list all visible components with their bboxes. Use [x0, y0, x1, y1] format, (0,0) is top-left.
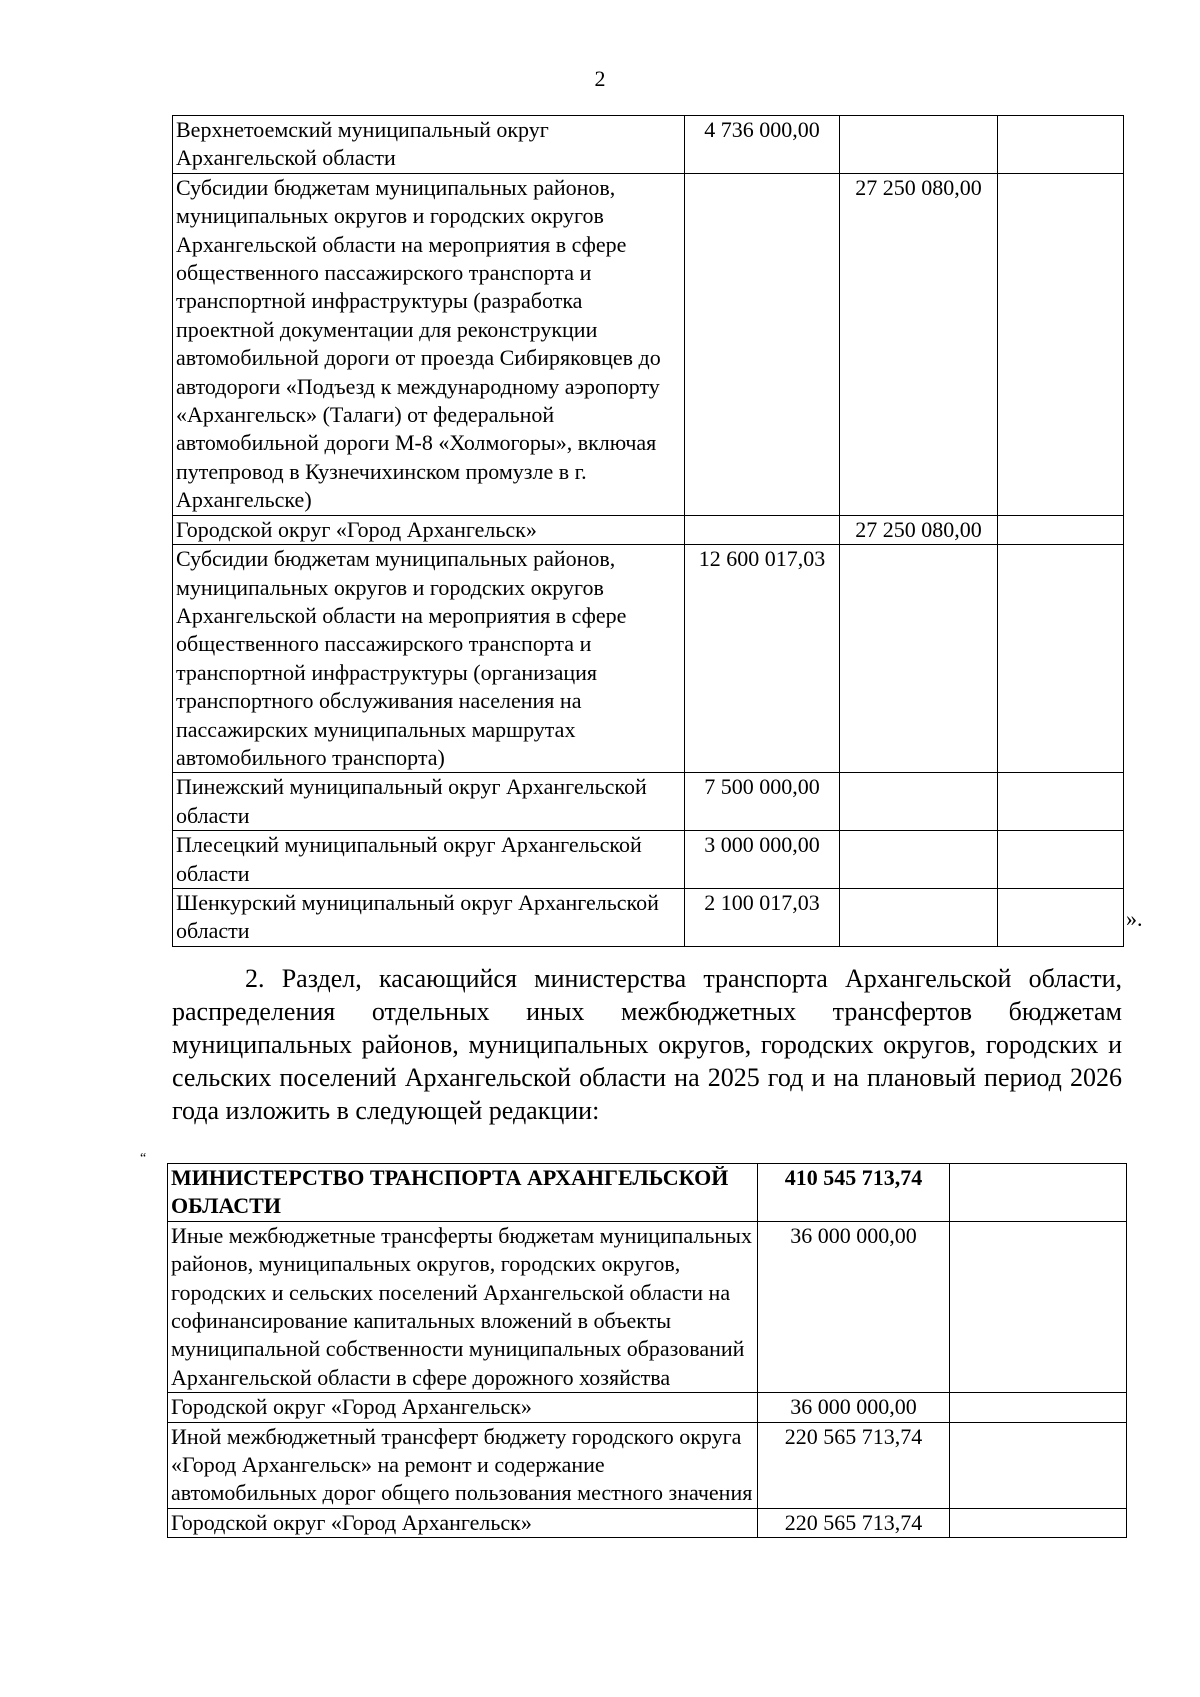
row-label: Субсидии бюджетам муниципальных районов, муниципальных округов и городских округов Архангельской области на мероприятия в сфере общественного пассажирского транспорта и транспортной инфраструктуры (организация транспортного обслуживания населения на пассажирских муниципальных маршрутах автомобильного транспорта) [173, 545, 685, 773]
amount-2026 [840, 116, 998, 174]
amendment-paragraph: 2. Раздел, касающийся министерства транспорта Архангельской области, распределения отдельных иных межбюджетных трансфертов бюджетам муниципальных районов, муниципальных округов, городских округов, городских и сельских поселений Архангельской области на 2025 год и на плановый период 2026 года изложить в следующей редакции: [172, 964, 1122, 1125]
amount-2027 [998, 831, 1124, 889]
table-row [173, 773, 1124, 831]
table-row [173, 888, 1124, 946]
amount-2026 [840, 773, 998, 831]
table-row [168, 1508, 1127, 1537]
amount-2027 [998, 515, 1124, 544]
table-row [173, 116, 1124, 174]
amount-2026 [950, 1221, 1127, 1392]
amount-2026: 27 250 080,00 [840, 173, 998, 515]
table-header-row [168, 1164, 1127, 1222]
opening-quote: “ [140, 1151, 147, 1166]
table-row [173, 831, 1124, 889]
amount-2026 [950, 1508, 1127, 1537]
row-label: Верхнетоемский муниципальный округ Архангельской области [173, 116, 685, 174]
amount-2027 [998, 773, 1124, 831]
amount-2026 [840, 888, 998, 946]
amount-2025: 3 000 000,00 [685, 831, 840, 889]
amount-2025: 4 736 000,00 [685, 116, 840, 174]
row-label: Пинежский муниципальный округ Архангельской области [173, 773, 685, 831]
amount-2026 [840, 545, 998, 773]
table-row [173, 515, 1124, 544]
closing-quote: ». [1126, 906, 1143, 931]
budget-table-continued [172, 115, 1124, 947]
row-label: Плесецкий муниципальный округ Архангельской области [173, 831, 685, 889]
table-row [168, 1393, 1127, 1422]
row-label: Городской округ «Город Архангельск» [173, 515, 685, 544]
amount-2026 [950, 1422, 1127, 1508]
amount-2027 [998, 116, 1124, 174]
amount-2026: 27 250 080,00 [840, 515, 998, 544]
ministry-total: 410 545 713,74 [758, 1164, 950, 1222]
amount-2025: 36 000 000,00 [758, 1221, 950, 1392]
ministry-transport-table [167, 1163, 1127, 1538]
amount-2025 [685, 515, 840, 544]
amount-2025: 220 565 713,74 [758, 1422, 950, 1508]
amount-2025 [685, 173, 840, 515]
row-label: Субсидии бюджетам муниципальных районов, муниципальных округов и городских округов Архангельской области на мероприятия в сфере общественного пассажирского транспорта и транспортной инфраструктуры (разработка проектной документации для реконструкции автомобильной дороги от проезда Сибиряковцев до автодороги «Подъезд к международному аэропорту «Архангельск» (Талаги) от федеральной автомобильной дороги М-8 «Холмогоры», включая путепровод в Кузнечихинском промузле в г. Архангельске) [173, 173, 685, 515]
table-row [173, 173, 1124, 515]
ministry-title: МИНИСТЕРСТВО ТРАНСПОРТА АРХАНГЕЛЬСКОЙ ОБЛАСТИ [168, 1164, 758, 1222]
amount-2027 [998, 545, 1124, 773]
table-row [173, 545, 1124, 773]
ministry-total-2026 [950, 1164, 1127, 1222]
row-label: Городской округ «Город Архангельск» [168, 1508, 758, 1537]
amount-2025: 220 565 713,74 [758, 1508, 950, 1537]
row-label: Городской округ «Город Архангельск» [168, 1393, 758, 1422]
amount-2025: 36 000 000,00 [758, 1393, 950, 1422]
amount-2026 [840, 831, 998, 889]
amount-2025: 7 500 000,00 [685, 773, 840, 831]
row-label: Иные межбюджетные трансферты бюджетам муниципальных районов, муниципальных округов, городских округов, городских и сельских поселений Архангельской области на софинансирование капитальных вложений в объекты муниципальной собственности муниципальных образований Архангельской области в сфере дорожного хозяйства [168, 1221, 758, 1392]
table-row [168, 1422, 1127, 1508]
amount-2026 [950, 1393, 1127, 1422]
amount-2027 [998, 888, 1124, 946]
amount-2027 [998, 173, 1124, 515]
row-label: Иной межбюджетный трансферт бюджету городского округа «Город Архангельск» на ремонт и содержание автомобильных дорог общего пользования местного значения [168, 1422, 758, 1508]
amount-2025: 2 100 017,03 [685, 888, 840, 946]
row-label: Шенкурский муниципальный округ Архангельской области [173, 888, 685, 946]
page-number: 2 [594, 66, 606, 91]
amount-2025: 12 600 017,03 [685, 545, 840, 773]
table-row [168, 1221, 1127, 1392]
